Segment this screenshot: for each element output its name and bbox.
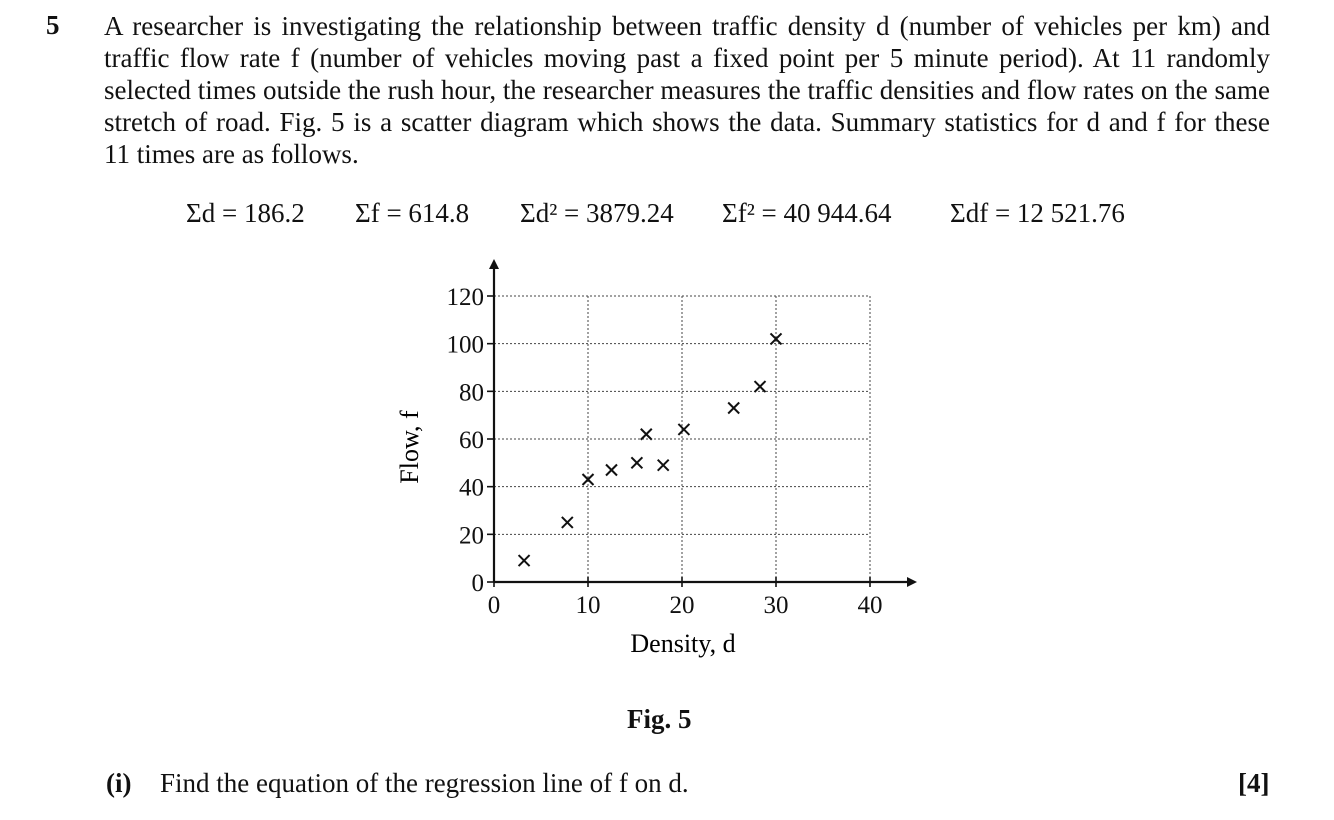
x-axis-label: Density, d <box>630 629 736 658</box>
data-point <box>771 333 782 344</box>
intro-line: 11 times are as follows. <box>104 139 359 169</box>
y-tick-label: 120 <box>446 284 484 311</box>
x-tick-label: 10 <box>575 592 601 619</box>
data-point <box>678 424 689 435</box>
chart-grid <box>494 296 870 582</box>
intro-line: A researcher is investigating the relationship between traffic density d (number of vehicles per km) and <box>104 11 1270 41</box>
stat-sum-d: Σd = 186.2 <box>186 198 305 228</box>
data-point <box>641 429 652 440</box>
intro-line: traffic flow rate f (number of vehicles moving past a fixed point per 5 minute period). At 11 randomly <box>104 43 1270 73</box>
stat-sum-d-squared: Σd² = 3879.24 <box>520 198 674 228</box>
y-tick-label: 60 <box>459 427 484 454</box>
y-axis-label: Flow, f <box>395 410 424 484</box>
stat-sum-df: Σdf = 12 521.76 <box>950 198 1125 228</box>
chart-ticks <box>447 284 883 619</box>
data-point <box>583 474 594 485</box>
x-tick-label: 30 <box>763 592 789 619</box>
question-number: 5 <box>46 10 60 40</box>
part-text: Find the equation of the regression line of f on d. <box>160 768 689 798</box>
x-tick-label: 40 <box>857 592 883 619</box>
stat-sum-f-squared: Σf² = 40 944.64 <box>722 198 892 228</box>
y-tick-label: 0 <box>471 570 484 597</box>
y-tick-label: 40 <box>459 474 484 502</box>
y-tick-label: 20 <box>459 522 484 550</box>
part-marks: [4] <box>1238 768 1270 798</box>
y-tick-label: 80 <box>459 379 484 407</box>
x-tick-label: 0 <box>487 592 501 619</box>
data-point <box>755 381 766 392</box>
stat-sum-f: Σf = 614.8 <box>355 198 470 228</box>
y-tick-label: 100 <box>446 331 484 359</box>
intro-line: selected times outside the rush hour, the researcher measures the traffic densities and flow rates on the same <box>104 75 1270 105</box>
data-point <box>631 457 642 468</box>
figure-caption: Fig. 5 <box>627 704 692 734</box>
intro-line: stretch of road. Fig. 5 is a scatter diagram which shows the data. Summary statistics for d and f for these <box>104 107 1270 137</box>
data-point <box>519 555 530 566</box>
data-point <box>728 403 739 414</box>
data-point <box>606 464 617 475</box>
data-point <box>658 460 669 471</box>
chart-points <box>519 333 782 566</box>
part-label: (i) <box>106 768 132 798</box>
x-tick-label: 20 <box>669 592 695 619</box>
data-point <box>562 517 573 528</box>
